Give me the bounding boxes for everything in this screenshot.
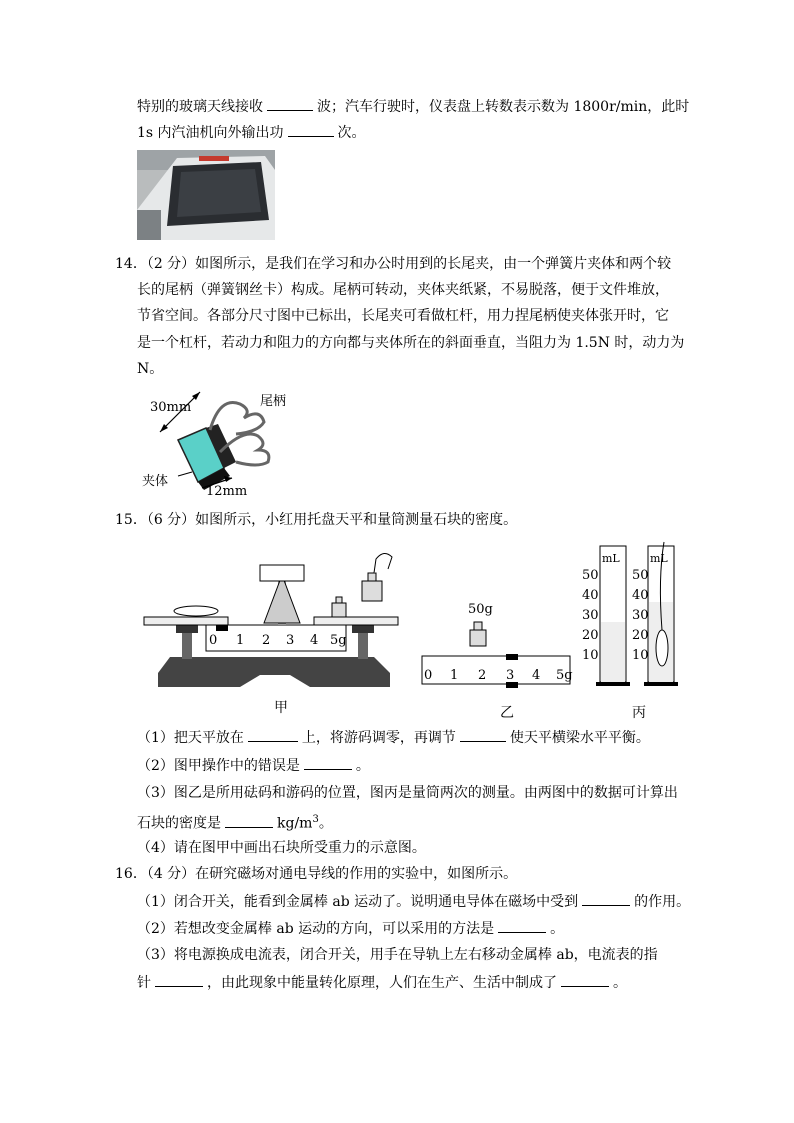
cylinder-tick-label: 10 [632,648,649,663]
q15-title: 15．（6 分）如图所示，小红用托盘天平和量筒测量石块的密度。 [115,512,518,528]
answer-blank[interactable] [498,918,546,933]
cylinder-tick-label: 50 [632,568,649,583]
q13-line2: 1s 内汽油机向外输出功 次。 [137,122,366,143]
q14-line5: N。 [137,361,164,377]
q13-line1: 特别的玻璃天线接收 波；汽车行驶时，仪表盘上转数表示数为 1800r/min，此时 [137,96,689,117]
q16-s3-line1: （3）将电源换成电流表，闭合开关，用手在导轨上左右移动金属棒 ab，电流表的指 [137,947,658,963]
q14-line3: 节省空间。各部分尺寸图中已标出，长尾夹可看做杠杆，用力捏尾柄使夹体张开时，它 [137,308,669,324]
q14-line1: 14．（2 分）如图所示，是我们在学习和办公时用到的长尾夹，由一个弹簧片夹体和两个较 [115,256,672,272]
answer-blank[interactable] [582,891,630,906]
q16-title: 16．（4 分）在研究磁场对通电导线的作用的实验中，如图所示。 [115,866,518,882]
answer-blank[interactable] [225,813,273,828]
cylinder-tick-label: 30 [632,608,649,623]
dimension-label-30mm: 30mm [150,400,192,415]
label-handle: 尾柄 [260,394,287,409]
q15-s4: （4）请在图甲中画出石块所受重力的示意图。 [137,840,426,856]
q16-s2: （2）若想改变金属棒 ab 运动的方向，可以采用的方法是 。 [137,918,564,939]
scale-tick-label: 1 [450,668,459,683]
figure-label-bing: 丙 [632,705,646,721]
scale-tick-label: 2 [262,633,271,648]
cylinders-figure [580,538,690,723]
answer-blank[interactable] [304,755,352,770]
q14-line2: 长的尾柄（弹簧钢丝卡）构成。尾柄可转动，夹体夹纸紧，不易脱落，便于文件堆放， [137,282,669,298]
scale-tick-label: 1 [236,633,245,648]
q14-line4: 是一个杠杆，若动力和阻力的方向都与夹体所在的斜面垂直，当阻力为 1.5N 时，动力为 [137,335,685,351]
cylinder-tick-label: 20 [632,628,649,643]
figure-label-jia: 甲 [274,700,288,716]
scale-tick-label: 2 [478,668,487,683]
balance-drawing [140,545,410,695]
cylinder-unit-label: mL [602,552,620,565]
cylinder-unit-label: mL [650,552,668,565]
scale-tick-label: 0 [424,668,433,683]
figure-label-yi: 乙 [500,705,514,721]
answer-blank[interactable] [248,727,298,742]
rider-scale-figure [420,600,580,725]
answer-blank[interactable] [288,122,334,137]
answer-blank[interactable] [460,727,506,742]
q16-s3-line2: 针 ，由此现象中能量转化原理，人们在生产、生活中制成了 。 [137,972,627,993]
cylinder-tick-label: 50 [582,568,599,583]
cylinder-tick-label: 20 [582,628,599,643]
scale-tick-label: 3 [286,633,295,648]
dimension-label-12mm: 12mm [206,484,248,499]
q15-s3-line1: （3）图乙是所用砝码和游码的位置，图丙是量筒两次的测量。由两图中的数据可计算出 [137,785,678,801]
cylinder-tick-label: 10 [582,648,599,663]
binder-clip-figure [140,388,300,502]
q16-s1: （1）闭合开关，能看到金属棒 ab 运动了。说明通电导体在磁场中受到 的作用。 [137,891,690,912]
q15-s2: （2）图甲操作中的错误是 。 [137,755,370,776]
answer-blank[interactable] [561,972,609,987]
car-rear-window-photo [137,150,275,240]
scale-tick-label: 5g [556,668,573,683]
answer-blank[interactable] [267,96,313,111]
label-body: 夹体 [142,474,169,489]
cylinder-tick-label: 40 [632,588,649,603]
weight-label-50g: 50g [468,602,493,617]
cylinder-tick-label: 40 [582,588,599,603]
balance-figure [140,545,410,725]
scale-tick-label: 4 [310,633,319,648]
cylinder-tick-label: 30 [582,608,599,623]
q15-s1: （1）把天平放在 上，将游码调零，再调节 使天平横梁水平平衡。 [137,727,650,748]
scale-tick-label: 5g [330,633,347,648]
q15-s3-line2: 石块的密度是 $kg/m^3$。 [137,814,333,832]
scale-tick-label: 4 [532,668,541,683]
scale-tick-label: 3 [506,668,515,683]
answer-blank[interactable] [155,972,203,987]
scale-tick-label: 0 [209,633,218,648]
